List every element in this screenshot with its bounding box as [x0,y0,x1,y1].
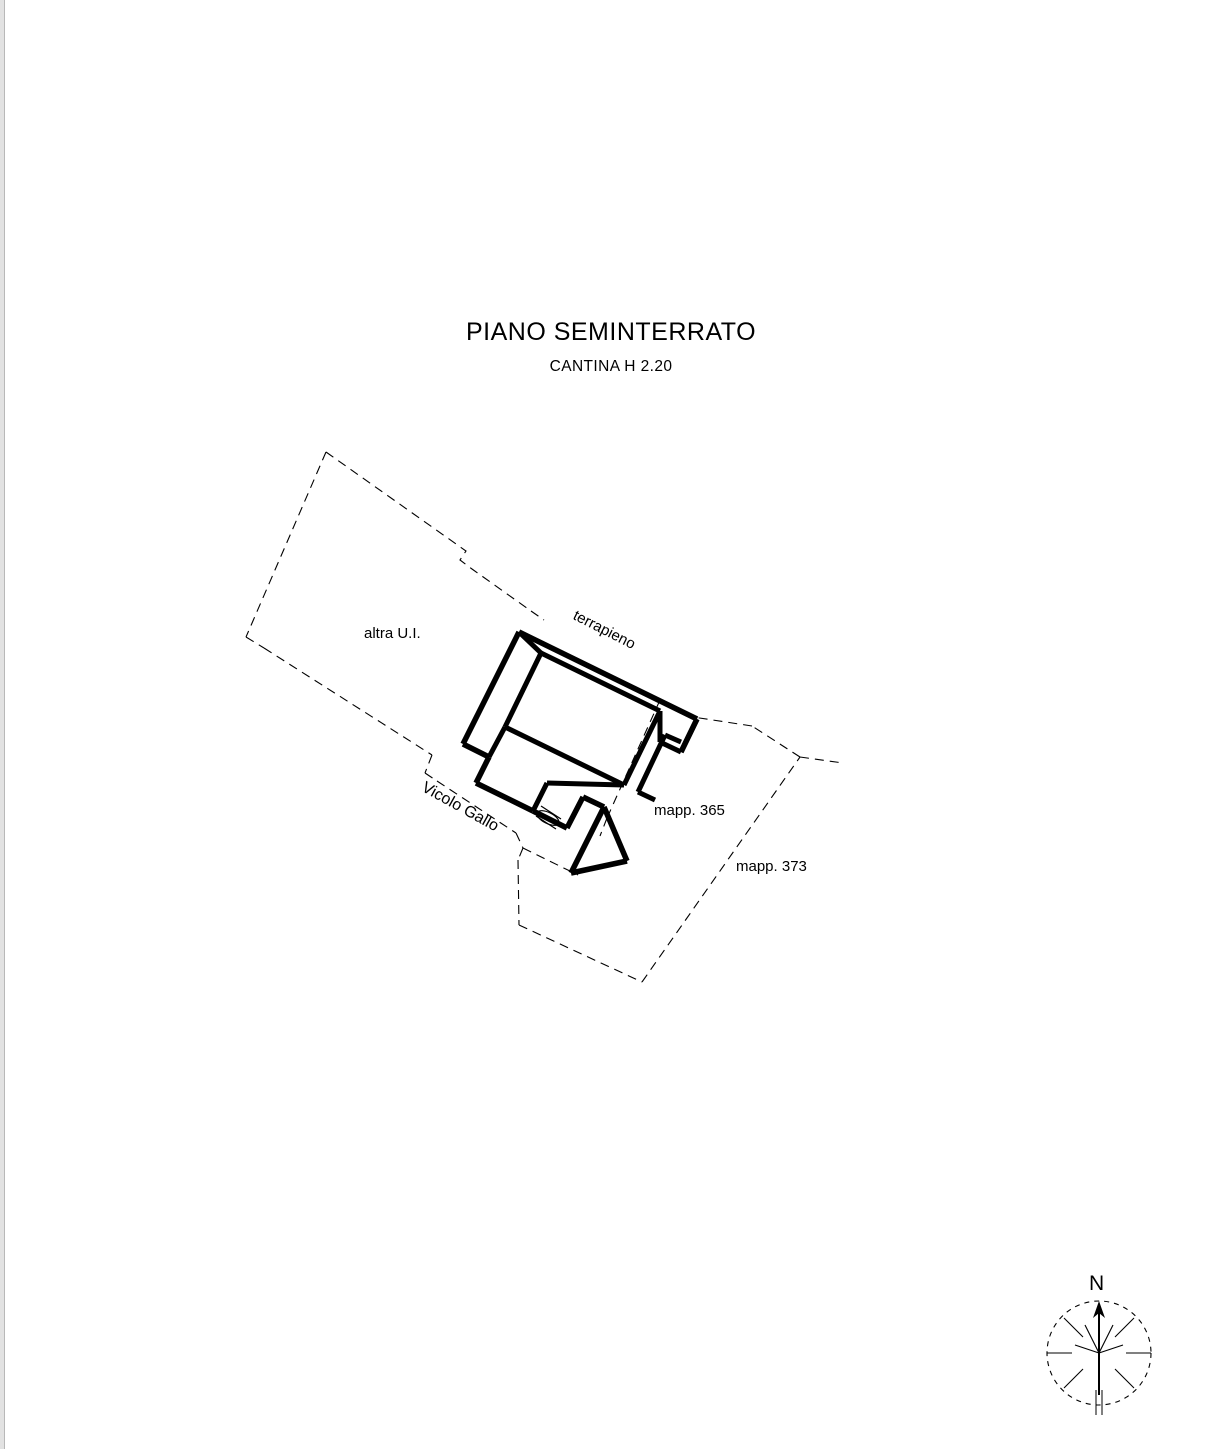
label-altra-ui: altra U.I. [364,625,421,642]
page-subtitle: CANTINA H 2.20 [549,358,673,375]
label-mapp-373: mapp. 373 [736,858,807,875]
compass-north-label: N [1089,1272,1105,1295]
label-terrapieno: terrapieno [570,607,639,653]
label-mapp-365: mapp. 365 [654,802,725,819]
label-vicolo-gallo: Vicolo Gallo [418,779,502,836]
compass-rose-icon [1047,1301,1151,1415]
page-title: PIANO SEMINTERRATO [465,318,757,346]
parcel-boundary-lines [246,452,843,982]
building-outer-walls [463,632,697,873]
building-inner-walls [489,632,697,811]
